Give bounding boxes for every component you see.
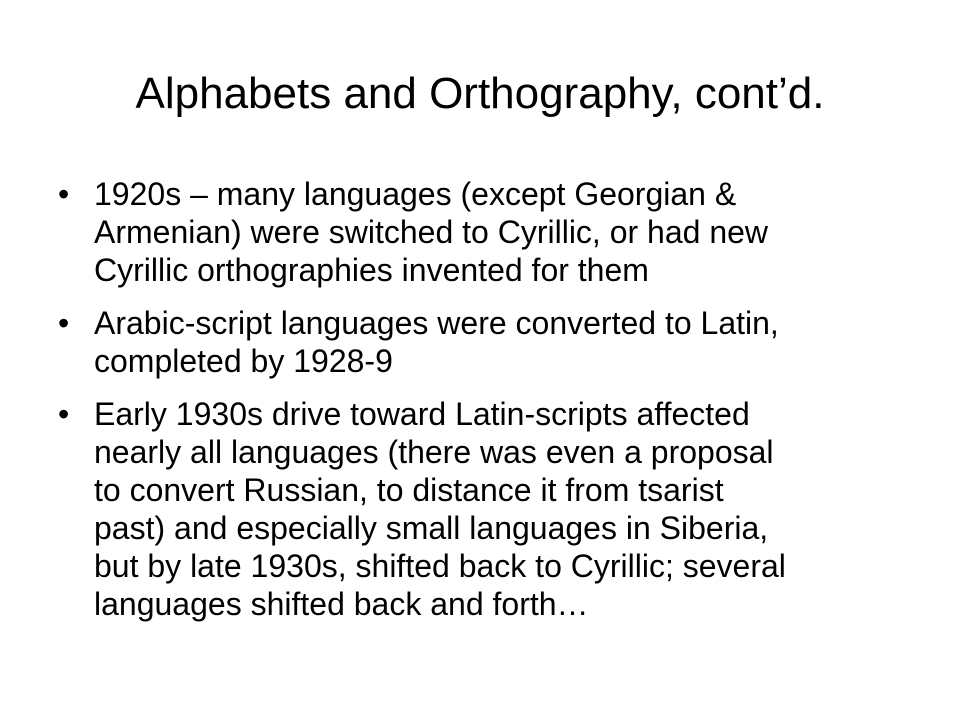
bullet-text-line: completed by 1928-9 — [94, 343, 393, 379]
bullet-text-line: but by late 1930s, shifted back to Cyrillic; several — [94, 548, 786, 584]
bullet-text-line: Armenian) were switched to Cyrillic, or had new — [94, 214, 769, 250]
bullet-text-line: 1920s – many languages (except Georgian & — [94, 176, 737, 212]
bullet-text-line: past) and especially small languages in Siberia, — [94, 510, 769, 546]
bullet-item-arabic-script — [58, 304, 918, 380]
bullet-text-line: Cyrillic orthographies invented for them — [94, 252, 649, 288]
slide-title: Alphabets and Orthography, cont’d. — [135, 69, 825, 118]
bullet-text-line: nearly all languages (there was even a proposal — [94, 434, 774, 470]
bullet-list — [58, 175, 918, 638]
bullet-item-1920s — [58, 175, 918, 289]
bullet-text-line: languages shifted back and forth… — [94, 586, 589, 622]
bullet-text-line: to convert Russian, to distance it from tsarist — [94, 472, 724, 508]
bullet-point-icon: • — [58, 396, 70, 432]
bullet-item-early-1930s — [58, 395, 918, 623]
bullet-point-icon: • — [58, 176, 70, 212]
bullet-text-line: Early 1930s drive toward Latin-scripts affected — [94, 396, 750, 432]
bullet-point-icon: • — [58, 305, 70, 341]
bullet-text-line: Arabic-script languages were converted to Latin, — [94, 305, 779, 341]
